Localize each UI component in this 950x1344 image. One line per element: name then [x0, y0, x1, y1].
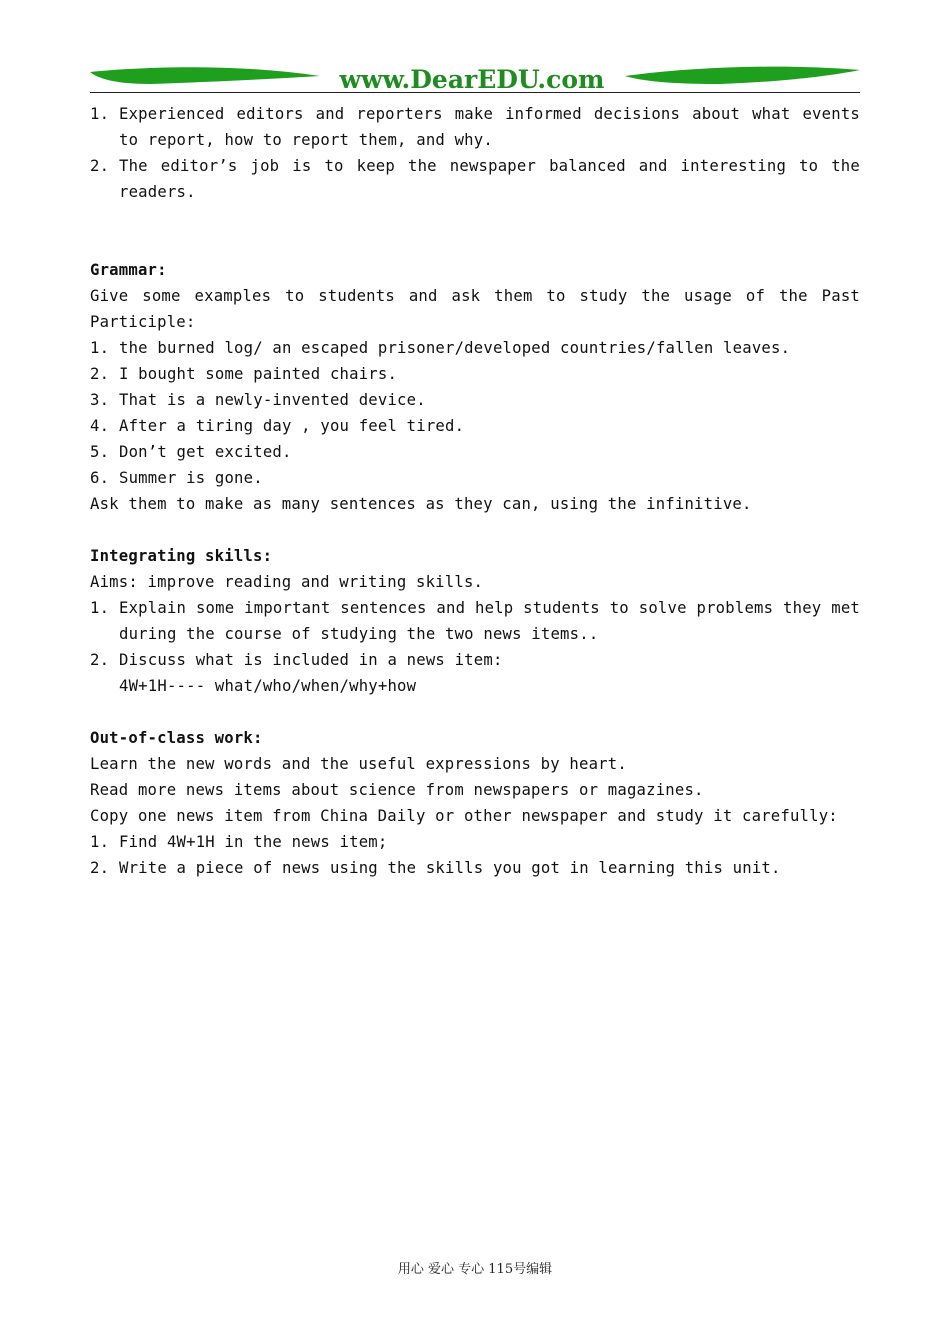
list-item	[90, 413, 860, 439]
list-item	[90, 439, 860, 465]
list-number: 4.	[90, 417, 110, 435]
paragraph: Give some examples to students and ask them to study the usage of the Past	[90, 287, 860, 305]
paragraph: Copy one news item from China Daily or other newspaper and study it carefully:	[90, 807, 838, 825]
list-text: to report, how to report them, and why.	[119, 131, 493, 149]
list-number: 2.	[90, 651, 110, 669]
header-swoosh-graphic	[90, 62, 860, 96]
list-item	[90, 361, 860, 387]
list-text: Discuss what is included in a news item:	[119, 651, 503, 669]
grammar-section	[90, 257, 860, 517]
list-item	[90, 101, 860, 153]
paragraph: Aims: improve reading and writing skills.	[90, 573, 484, 591]
list-item	[90, 335, 860, 361]
list-item	[90, 153, 860, 205]
spacer	[90, 699, 860, 725]
list-item	[90, 647, 860, 699]
list-item	[90, 829, 860, 855]
paragraph: Learn the new words and the useful expressions by heart.	[90, 755, 627, 773]
list-text: Find 4W+1H in the news item;	[119, 833, 388, 851]
integrating-skills-section	[90, 543, 860, 699]
list-number: 1.	[90, 105, 110, 123]
list-text: I bought some painted chairs.	[119, 365, 398, 383]
paragraph: Participle:	[90, 313, 196, 331]
list-number: 1.	[90, 339, 110, 357]
header-rule	[90, 92, 860, 93]
paragraph: Ask them to make as many sentences as they can, using the infinitive.	[90, 495, 752, 513]
list-number: 2.	[90, 859, 110, 877]
spacer	[90, 205, 860, 231]
list-number: 1.	[90, 833, 110, 851]
list-text: Explain some important sentences and help students to solve problems they met	[119, 599, 860, 617]
list-text: Write a piece of news using the skills you got in learning this unit.	[119, 859, 781, 877]
site-name: www.DearEDU.com	[339, 65, 605, 94]
list-number: 2.	[90, 365, 110, 383]
list-item	[90, 595, 860, 647]
list-text: 4W+1H---- what/who/when/why+how	[119, 677, 417, 695]
spacer	[90, 231, 860, 257]
list-item	[90, 387, 860, 413]
list-text: Experienced editors and reporters make informed decisions about what events	[119, 105, 860, 123]
list-text: After a tiring day , you feel tired.	[119, 417, 465, 435]
right-swoosh	[625, 67, 860, 84]
list-item	[90, 465, 860, 491]
list-number: 1.	[90, 599, 110, 617]
section-heading: Integrating skills:	[90, 547, 273, 565]
list-text: The editor’s job is to keep the newspaper balanced and interesting to the	[119, 157, 860, 175]
section-heading: Out-of-class work:	[90, 729, 263, 747]
list-text: Summer is gone.	[119, 469, 263, 487]
list-number: 2.	[90, 157, 110, 175]
list-text: during the course of studying the two news items..	[119, 625, 599, 643]
out-of-class-section	[90, 725, 860, 881]
paragraph: Read more news items about science from newspapers or magazines.	[90, 781, 704, 799]
site-header-banner	[90, 62, 860, 96]
page-footer: 用心 爱心 专心 115号编辑	[397, 1262, 553, 1277]
list-text: readers.	[119, 183, 196, 201]
spacer	[90, 517, 860, 543]
list-text: That is a newly-invented device.	[119, 391, 426, 409]
list-text: the burned log/ an escaped prisoner/developed countries/fallen leaves.	[119, 339, 791, 357]
list-number: 5.	[90, 443, 110, 461]
list-item	[90, 855, 860, 881]
document-body	[90, 101, 860, 881]
list-text: Don’t get excited.	[119, 443, 292, 461]
list-number: 3.	[90, 391, 110, 409]
left-swoosh	[90, 67, 320, 84]
section-heading: Grammar:	[90, 261, 167, 279]
intro-list	[90, 101, 860, 205]
list-number: 6.	[90, 469, 110, 487]
